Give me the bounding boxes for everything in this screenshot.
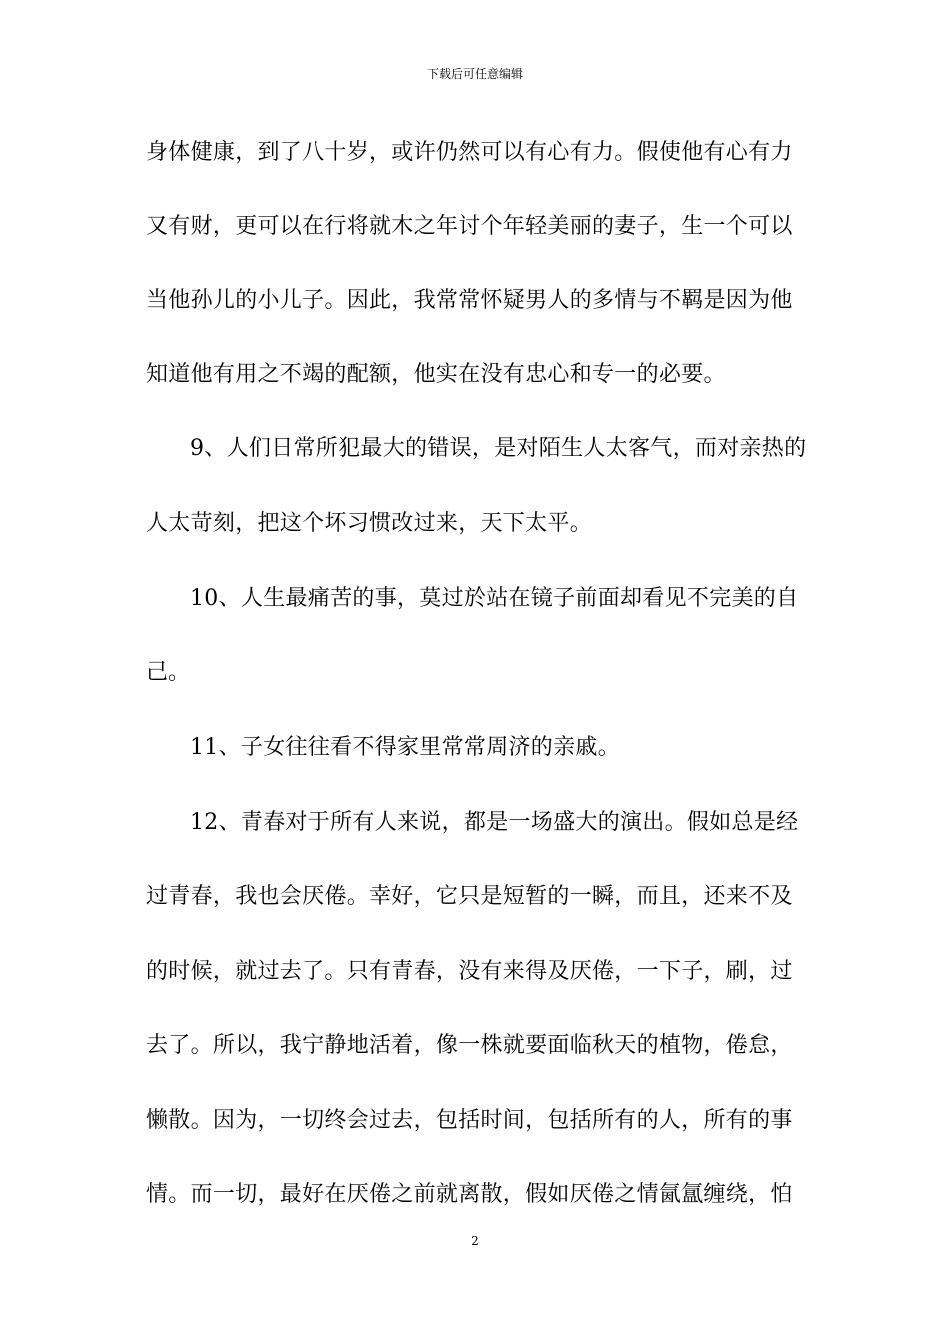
body-line: 去了。所以，我宁静地活着，像一株就要面临秋天的植物，倦怠， [146,1033,793,1058]
body-line: 身体健康，到了八十岁，或许仍然可以有心有力。假使他有心有力 [146,140,793,165]
body-line: 12、青春对于所有人来说，都是一场盛大的演出。假如总是经 [190,810,799,835]
body-line: 10、人生最痛苦的事，莫过於站在镜子前面却看见不完美的自 [190,586,799,611]
body-line: 懒散。因为，一切终会过去，包括时间，包括所有的人，所有的事 [146,1108,793,1133]
body-line: 己。 [146,660,191,685]
body-line: 情。而一切，最好在厌倦之前就离散，假如厌倦之情氤氲缠绕，怕 [146,1182,793,1207]
body-line: 过青春，我也会厌倦。幸好，它只是短暂的一瞬，而且，还来不及 [146,884,793,909]
body-line: 又有财，更可以在行将就木之年讨个年轻美丽的妻子，生一个可以 [146,214,793,239]
body-line: 11、子女往往看不得家里常常周济的亲戚。 [190,735,620,760]
body-line: 9、人们日常所犯最大的错误，是对陌生人太客气，而对亲热的 [190,436,807,461]
body-line: 知道他有用之不竭的配额，他实在没有忠心和专一的必要。 [146,362,726,387]
body-line: 人太苛刻，把这个坏习惯改过来，天下太平。 [146,511,593,536]
page-number: 2 [471,1234,479,1248]
body-line: 的时候，就过去了。只有青春，没有来得及厌倦，一下子，刷，过 [146,959,793,984]
body-line: 当他孙儿的小儿子。因此，我常常怀疑男人的多情与不羁是因为他 [146,288,793,313]
page-header: 下载后可任意编辑 [426,67,523,81]
